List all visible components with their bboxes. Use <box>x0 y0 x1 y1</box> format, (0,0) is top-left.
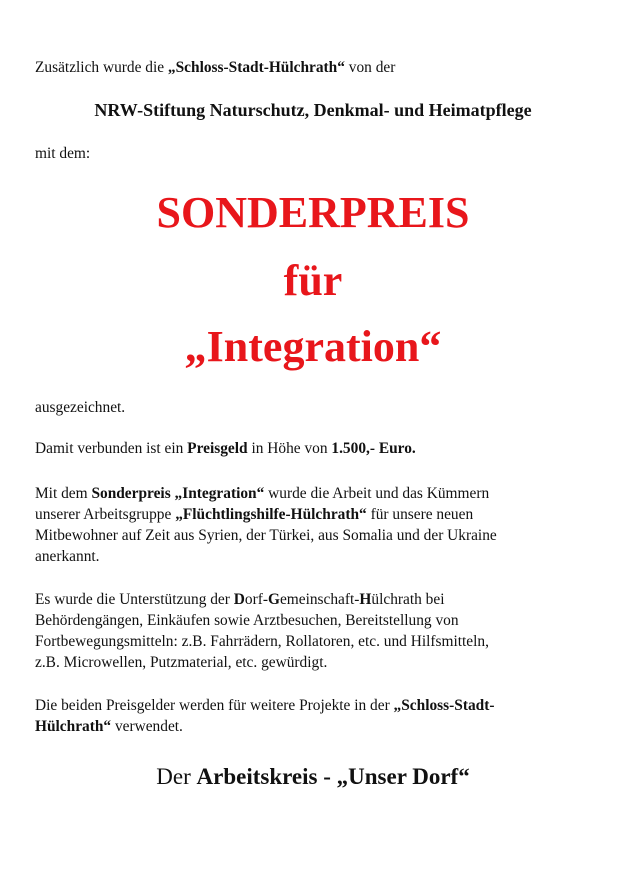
p2-text: Es wurde die Unterstützung der <box>35 591 234 608</box>
foundation-name: NRW-Stiftung Naturschutz, Denkmal- und Heimatpflege <box>94 100 532 120</box>
p2-bold: H <box>359 591 372 608</box>
p1-text: wurde die Arbeit und das Kümmern <box>264 485 490 502</box>
paragraph3-line2 <box>35 717 183 736</box>
award-integration: „Integration“ <box>184 322 442 371</box>
signature-group: Arbeitskreis - „Unser Dorf“ <box>196 764 470 789</box>
paragraph2-line2: Behördengängen, Einkäufen sowie Arztbesuchen, Bereitstellung von <box>35 612 459 629</box>
p1-bold: Sonderpreis „Integration“ <box>91 485 265 502</box>
p1-text: Mit dem <box>35 485 92 502</box>
p2-text: emeinschaft- <box>279 591 360 608</box>
prize-word: Preisgeld <box>187 440 248 457</box>
intro-text-end: von der <box>344 59 396 76</box>
p3-text: verwendet. <box>111 718 183 735</box>
paragraph1-line2 <box>35 505 473 524</box>
mit-dem-text: mit dem: <box>35 145 91 162</box>
paragraph1-line1 <box>35 484 489 503</box>
award-title: SONDERPREIS <box>156 188 470 237</box>
p1-bold: „Flüchtlingshilfe-Hülchrath“ <box>175 506 367 523</box>
intro-line <box>35 58 395 77</box>
p1-text: für unsere neuen <box>366 506 474 523</box>
paragraph2-line1 <box>35 590 444 609</box>
prize-line <box>35 439 416 458</box>
p3-bold: „Schloss-Stadt- <box>393 697 495 714</box>
ausgezeichnet-text: ausgezeichnet. <box>35 399 126 416</box>
p2-text: ülchrath bei <box>371 591 445 608</box>
paragraph3-line1 <box>35 696 494 715</box>
p1-text: unserer Arbeitsgruppe <box>35 506 176 523</box>
p2-bold: G <box>267 591 280 608</box>
intro-text: Zusätzlich wurde die <box>35 59 168 76</box>
signature-text: Der <box>156 764 197 789</box>
p2-text: orf- <box>244 591 268 608</box>
paragraph2-line3: Fortbewegungsmitteln: z.B. Fahrrädern, Rollatoren, etc. und Hilfsmitteln, <box>35 633 489 650</box>
p2-bold: D <box>233 591 245 608</box>
award-fuer: für <box>283 256 343 305</box>
p3-text: Die beiden Preisgelder werden für weitere Projekte in der <box>35 697 394 714</box>
signature <box>0 763 626 791</box>
paragraph2-line4: z.B. Microwellen, Putzmaterial, etc. gewürdigt. <box>35 654 328 671</box>
village-name: „Schloss-Stadt-Hülchrath“ <box>167 59 345 76</box>
prize-amount: 1.500,- Euro. <box>331 440 416 457</box>
p3-bold: Hülchrath“ <box>35 718 112 735</box>
paragraph1-line4: anerkannt. <box>35 548 100 565</box>
paragraph1-line3: Mitbewohner auf Zeit aus Syrien, der Türkei, aus Somalia und der Ukraine <box>35 527 497 544</box>
prize-text: Damit verbunden ist ein <box>35 440 188 457</box>
prize-text-mid: in Höhe von <box>247 440 332 457</box>
